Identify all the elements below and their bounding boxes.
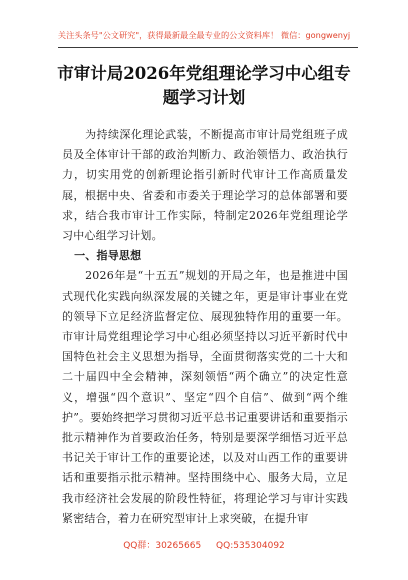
- footer-contact: [0, 538, 408, 551]
- header-banner: 关注头条号"公文研究"，获得最新最全最专业的公文资料库！ 微信：gongwenyj: [57, 30, 351, 40]
- section-heading-guiding-ideology: 一、指导思想: [74, 249, 142, 263]
- title-line-1: 市审计局2026年党组理论学习中心组专: [57, 64, 351, 83]
- document-body: [62, 125, 348, 529]
- section-paragraph-guiding-ideology: 2026年是“十五五”规划的开局之年，也是推进中国式现代化实践向纵深发展的关键之年，更是审计事业在党的领导下立足经济监督定位、展现独特作用的重要一年。市审计局党组理论学习中心组必须坚持以习近平新时代中国特色社会主义思想为指导，全面贯彻落实党的二十大和二十届四中全会精神，深刻领悟“两个确立”的决定性意义，增强“四个意识”、坚定“四个自信”、做到“两个维护”。要始终把学习贯彻习近平总书记重要讲话和重要指示批示精神作为首要政治任务，特别是要深学细悟习近平总书记关于审计工作的重要论述，以及对山西工作的重要讲话和重要指示批示精神。坚持围绕中心、服务大局，立足我市经济社会发展的阶段性特征，将理论学习与审计实践紧密结合，着力在研究型审计上求突破，在提升审: [62, 269, 348, 525]
- footer-qq: QQ:535304092: [216, 541, 285, 551]
- footer-qq-group: QQ群：30265665: [123, 541, 202, 551]
- header-divider: [58, 47, 358, 48]
- intro-paragraph: 为持续深化理论武装，不断提高市审计局党组班子成员及全体审计干部的政治判断力、政治领悟力、政治执行力，切实用党的创新理论指引新时代审计工作高质量发展，根据中央、省委和市委关于理论学习的总体部署和要求，结合我市审计工作实际，特制定2026年党组理论学习中心组学习计划。: [62, 128, 348, 243]
- title-line-2: 题学习计划: [162, 88, 246, 107]
- document-title: [40, 62, 368, 110]
